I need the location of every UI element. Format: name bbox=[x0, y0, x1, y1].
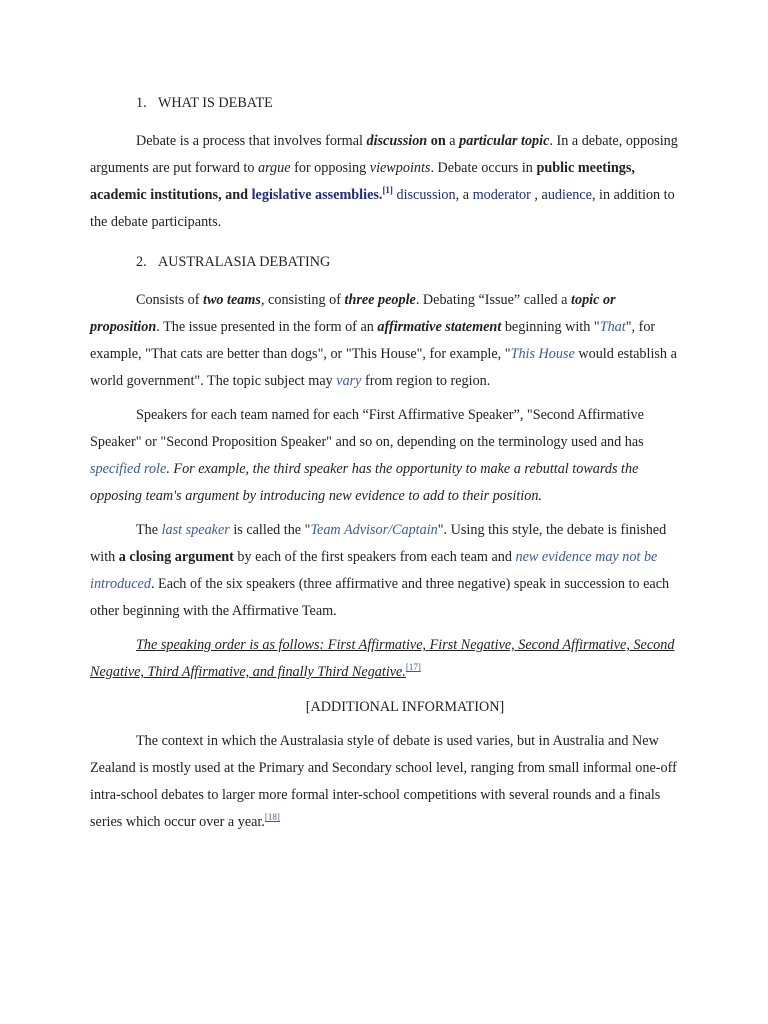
term-three-people: three people bbox=[344, 292, 416, 308]
citation-17[interactable]: [17] bbox=[405, 662, 421, 672]
term-argue: argue bbox=[257, 160, 291, 176]
section-2-paragraph-3 bbox=[90, 517, 680, 625]
section-1-paragraph bbox=[90, 128, 680, 236]
link-moderator[interactable]: moderator bbox=[472, 187, 531, 203]
term-public-meetings: public meetings, academic institutions, and bbox=[90, 160, 635, 203]
section-1-number: 1. bbox=[136, 95, 147, 111]
link-this-house[interactable]: This House bbox=[510, 346, 575, 362]
text-span: , consisting of bbox=[260, 292, 345, 308]
term-particular-topic: particular topic bbox=[459, 133, 550, 149]
link-audience[interactable]: udience bbox=[547, 187, 592, 203]
link-discussion[interactable]: discussion bbox=[392, 187, 456, 203]
text-span: Speakers for each team named for each “First Affirmative Speaker”, "Second Affirmative Speaker" or "Second Proposition Speaker" and so on, depending on the terminology used and has bbox=[90, 407, 644, 450]
text-span: a bbox=[445, 133, 460, 149]
text-span: ", for example, "That cats are better than dogs", or "This House", for example, " bbox=[90, 319, 656, 362]
section-2-number: 2. bbox=[136, 254, 147, 270]
text-span: . Debate occurs in bbox=[430, 160, 537, 176]
section-2-heading bbox=[136, 252, 330, 272]
link-specified-role[interactable]: specified role bbox=[90, 461, 167, 477]
link-team-advisor-captain[interactable]: Team Advisor/Captain bbox=[310, 522, 438, 538]
text-span: Debate is a process that involves formal bbox=[136, 133, 367, 149]
term-viewpoints: viewpoints bbox=[369, 160, 431, 176]
text-span: would establish a world government". The topic subject may bbox=[90, 346, 677, 389]
term-closing-argument: a closing argument bbox=[118, 549, 234, 565]
link-new-evidence[interactable]: new evidence may not be introduced bbox=[90, 549, 658, 592]
term-topic-or-proposition: topic or proposition bbox=[90, 292, 616, 335]
text-span: from region to region. bbox=[361, 373, 491, 389]
citation-18[interactable]: [18] bbox=[264, 812, 280, 822]
section-2-title: AUSTRALASIA DEBATING bbox=[158, 254, 331, 270]
text-span: , in addition to the debate participants. bbox=[90, 187, 675, 230]
link-legislative-assemblies[interactable]: legislative assemblies. bbox=[251, 187, 383, 203]
speaking-order-text: The speaking order is as follows: First Affirmative, First Negative, Second Affirmative, Second Negative, Third Affirmative, and finally Third Negative. bbox=[90, 637, 675, 680]
text-span: . For example, the third speaker has the opportunity to make a rebuttal towards the opposing team's argument by introducing new evidence to add to their position. bbox=[90, 461, 639, 504]
section-2-paragraph-4 bbox=[90, 632, 680, 686]
text-span: . The issue presented in the form of an bbox=[156, 319, 378, 335]
text-span: for opposing bbox=[290, 160, 370, 176]
term-affirmative-statement: affirmative statement bbox=[377, 319, 502, 335]
text-span: ". Using this style, the debate is finished with bbox=[90, 522, 667, 565]
link-last-speaker[interactable]: last speaker bbox=[161, 522, 230, 538]
text-span: Consists of bbox=[136, 292, 204, 308]
text-span: . Each of the six speakers (three affirmative and three negative) speak in succession to each other beginning with the Affirmative Team. bbox=[90, 576, 670, 619]
section-2-paragraph-5 bbox=[90, 728, 680, 836]
text-span: by each of the first speakers from each team and bbox=[233, 549, 516, 565]
term-discussion: discussion bbox=[366, 133, 428, 149]
additional-information-label: [ADDITIONAL INFORMATION] bbox=[305, 699, 505, 715]
text-span: beginning with " bbox=[501, 319, 600, 335]
text-span: , a bbox=[455, 187, 473, 203]
text-span: . In a debate, opposing arguments are put forward to bbox=[90, 133, 678, 176]
text-span: . Debating “Issue” called a bbox=[415, 292, 572, 308]
text-span: on bbox=[427, 133, 446, 149]
section-2-paragraph-2 bbox=[90, 402, 680, 510]
text-span: , a bbox=[530, 187, 548, 203]
section-2-paragraph-1 bbox=[90, 287, 680, 395]
text-span: The bbox=[136, 522, 162, 538]
link-vary[interactable]: vary bbox=[336, 373, 362, 389]
section-1-heading bbox=[136, 93, 273, 113]
citation-1[interactable]: [1] bbox=[382, 185, 393, 195]
text-span: is called the " bbox=[229, 522, 311, 538]
term-two-teams: two teams bbox=[203, 292, 261, 308]
link-that[interactable]: That bbox=[599, 319, 626, 335]
section-1-title: WHAT IS DEBATE bbox=[158, 95, 273, 111]
text-span: The context in which the Australasia style of debate is used varies, but in Australia and New Zealand is mostly used at the Primary and Secondary school level, ranging from small informal one-off intra-school debates to larger more formal inter-school competitions with several rounds and a finals series which occur over a year. bbox=[90, 733, 677, 830]
